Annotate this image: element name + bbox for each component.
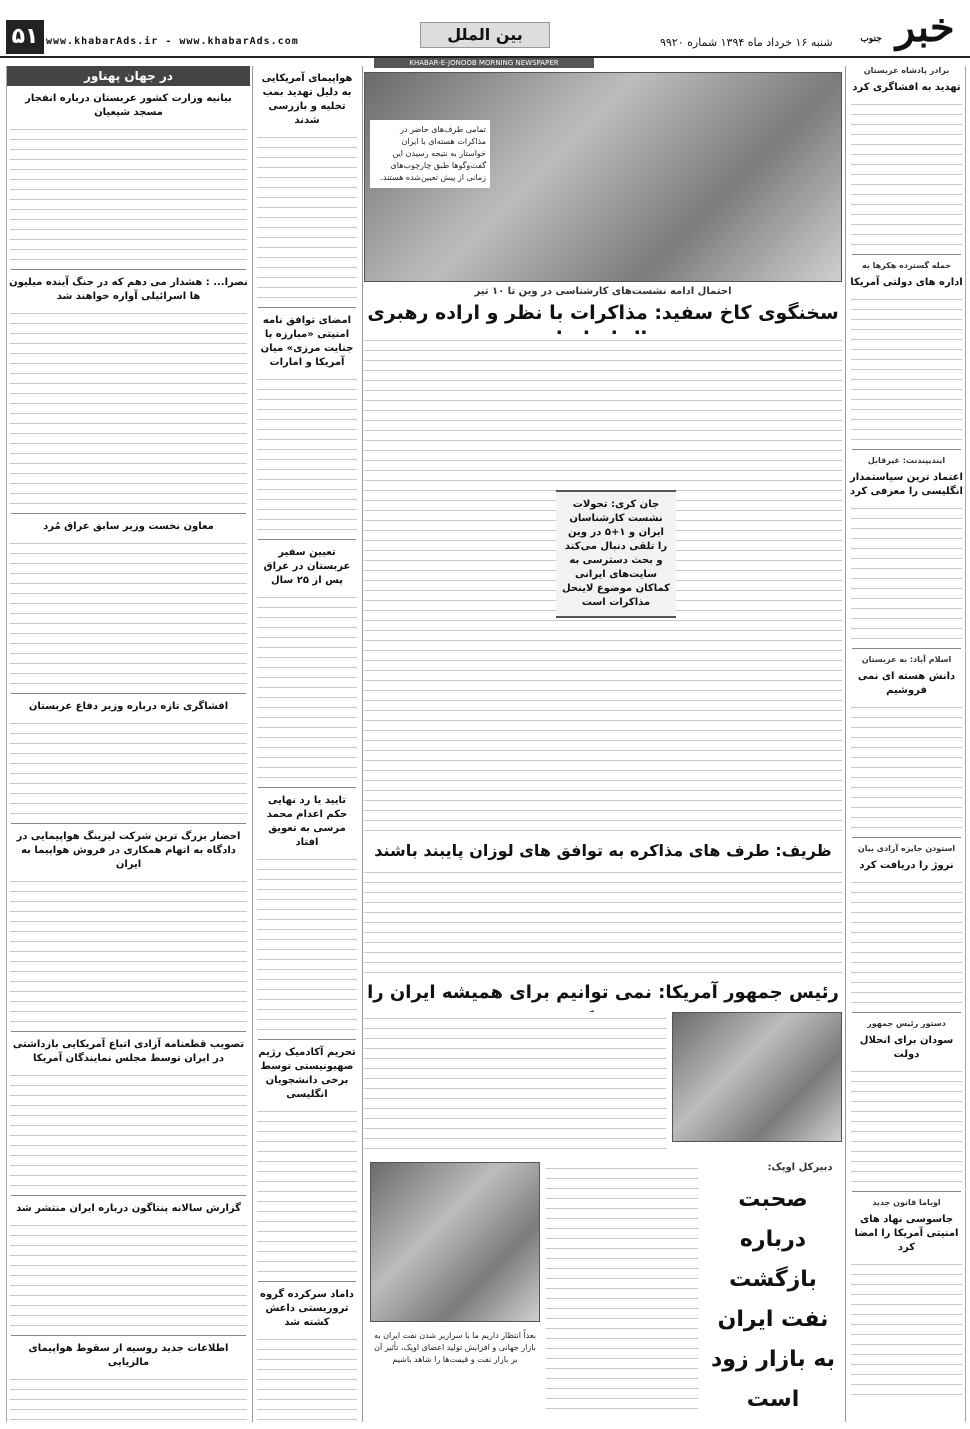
divider: [852, 449, 961, 450]
obama-photo: [672, 1012, 842, 1142]
separator: [252, 66, 253, 1422]
article-title: تعیین سفیر عربستان در عراق پس از ۲۵ سال: [263, 547, 351, 586]
divider: [11, 693, 246, 694]
article-title: سودان برای انحلال دولت: [859, 1035, 954, 1060]
article-body: [851, 701, 962, 831]
article-body: [10, 537, 247, 687]
article-title: داماد سرکرده گروه تروریستی داعش کشته شد: [260, 1289, 354, 1328]
article-body: [851, 1258, 962, 1398]
article-title: افشاگری تازه درباره وزیر دفاع عربستان: [28, 701, 229, 712]
article-body: [257, 591, 357, 781]
article-title: نروژ را دریافت کرد: [859, 860, 954, 871]
article-title: معاون نخست وزیر سابق عراق مُرد: [43, 521, 214, 532]
article-title: نصرا... : هشدار می دهم که در جنگ آینده میلیون ها اسرائیلی آواره خواهند شد: [9, 277, 248, 302]
article-kicker: ایندیپندنت: غیرقابل: [867, 456, 946, 465]
article-kicker: اوباما قانون جدید: [872, 1198, 941, 1207]
divider: [258, 1281, 356, 1282]
pull-quote: جان کری: تحولات نشست کارشناسان ایران و ۱+۵ در وین را تلقی دنبال می‌کند و بحث دسترسی به سایت‌های ایرانی کماکان موضوع لاینحل مذاکرات است: [556, 490, 676, 618]
article-body: [257, 1105, 357, 1275]
article-title: امضای توافق نامه امنیتی «مبارزه با جنایت مرزی» میان آمریکا و امارات: [260, 315, 354, 368]
divider: [11, 1195, 246, 1196]
right-column: [848, 66, 966, 1422]
divider: [852, 254, 961, 255]
column-banner: در جهان پهناور: [7, 66, 250, 86]
article-title: هواپیمای آمریکایی به دلیل تهدید بمب تخلیه و بازرسی شدند: [261, 73, 353, 126]
article-body: [851, 502, 962, 642]
photo-caption: تمامی طرف‌های حاضر در مذاکرات هسته‌ای با ایران خواستار به نتیجه رسیدن این گفت‌وگوها طبق چارچوب‌های زمانی از پیش تعیین‌شده هستند.: [370, 120, 490, 188]
article-body: [257, 373, 357, 533]
article-title: اعتماد ترین سیاستمدار انگلیسی را معرفی کرد: [850, 472, 963, 497]
opec-headline: صحبت درباره بازگشت نفت ایران به بازار زود است: [711, 1187, 835, 1412]
article-kicker: اسلام آباد: به عربستان: [861, 655, 952, 664]
zarif-article-body: [364, 866, 842, 976]
separator: [362, 66, 363, 1422]
article-body: [10, 1373, 247, 1422]
article-title: اطلاعات جدید روسیه از سقوط هواپیمای مالزیایی: [28, 1343, 229, 1368]
opec-article-body: [546, 1162, 698, 1418]
divider: [11, 513, 246, 514]
masthead: [0, 0, 970, 58]
article-body: [10, 123, 247, 263]
article-body: [10, 1219, 247, 1329]
article-body: [851, 293, 962, 443]
article-title: جاسوسی نهاد های امنیتی آمریکا را امضا کرد: [854, 1214, 959, 1253]
article-kicker: دستور رئیس جمهور: [867, 1019, 946, 1028]
opec-photo-caption: بعداً انتظار داریم ما با سرازیر شدن نفت ایران به بازار جهانی و افزایش تولید اعضای اوپک، تأثیر آن بر بازار نفت و قیمت‌ها را شاهد باشیم: [370, 1326, 540, 1370]
article-body: [257, 1333, 357, 1422]
article-body: [10, 307, 247, 507]
zarif-headline: ظریف: طرف های مذاکره به توافق های لوزان پایبند باشند: [374, 841, 832, 860]
english-name-strip: KHABAR-E-JONOOB MORNING NEWSPAPER: [374, 58, 594, 68]
main-kicker: احتمال ادامه نشست‌های کارشناسی در وین تا ۱۰ تیر: [474, 286, 732, 297]
article-body: [10, 717, 247, 817]
obama-headline: رئیس جمهور آمریکا: نمی توانیم برای همیشه ایران را: [367, 982, 839, 1003]
article-title: تهدید به افشاگری کرد: [852, 82, 961, 93]
logo-sub: جنوب: [860, 34, 882, 44]
divider: [852, 837, 961, 838]
divider: [258, 787, 356, 788]
divider: [852, 1191, 961, 1192]
article-kicker: استودن جایزه آزادی بیان: [857, 844, 956, 853]
article-body: [257, 853, 357, 1033]
brief-news-column: [254, 66, 360, 1422]
section-title: بین الملل: [420, 22, 550, 48]
article-body: [257, 131, 357, 301]
article-body: [851, 1065, 962, 1185]
article-title: دانش هسته ای نمی فروشیم: [857, 671, 956, 696]
obama-article-body: [364, 1012, 666, 1157]
divider: [258, 307, 356, 308]
divider: [11, 1031, 246, 1032]
article-title: تایید یا رد نهایی حکم اعدام محمد مرسی به تعویق افتاد: [266, 795, 348, 848]
logo-text: خبر: [895, 4, 955, 51]
divider: [852, 1012, 961, 1013]
article-body: [10, 1069, 247, 1189]
divider: [11, 823, 246, 824]
opec-kicker: دبیرکل اوپک:: [767, 1162, 833, 1173]
divider: [258, 539, 356, 540]
dateline: شنبه ۱۶ خرداد ماه ۱۳۹۴ شماره ۹۹۲۰: [660, 36, 833, 49]
article-kicker: برادر پادشاه عربستان: [863, 66, 950, 75]
article-kicker: حمله گسترده هکرها به: [861, 261, 952, 270]
article-title: بیانیه وزارت کشور عربستان درباره انفجار مسجد شیعیان: [25, 93, 232, 118]
article-title: گزارش سالانه پنتاگون درباره ایران منتشر شد: [16, 1203, 241, 1214]
divider: [11, 1335, 246, 1336]
newspaper-logo: [850, 4, 965, 52]
divider: [258, 1039, 356, 1040]
website-url[interactable]: www.khabarAds.ir - www.khabarAds.com: [46, 36, 299, 47]
article-title: تصویب قطعنامه آزادی اتباع آمریکایی بازداشتی در ایران توسط مجلس نمایندگان آمریکا: [12, 1039, 245, 1064]
left-column: [6, 66, 250, 1422]
article-title: اداره های دولتی آمریکا: [850, 277, 963, 288]
article-title: احضار بزرگ ترین شرکت لیزینگ هواپیمایی در دادگاه به اتهام همکاری در فروش هواپیما به ایران: [16, 831, 241, 870]
divider: [11, 269, 246, 270]
opec-kicker-box: [758, 1162, 842, 1173]
opec-secretary-photo: [370, 1162, 540, 1322]
article-body: [851, 98, 962, 248]
separator: [845, 66, 846, 1422]
article-body: [10, 875, 247, 1025]
main-headline: سخنگوی کاخ سفید: مذاکرات با نظر و اراده رهبری: [367, 302, 839, 324]
divider: [852, 648, 961, 649]
article-title: تحریم آکادمیک رژیم صهیونیستی توسط برخی دانشجویان انگلیسی: [258, 1047, 356, 1100]
page-number: ۵۱: [6, 20, 44, 54]
article-body: [851, 876, 962, 1006]
